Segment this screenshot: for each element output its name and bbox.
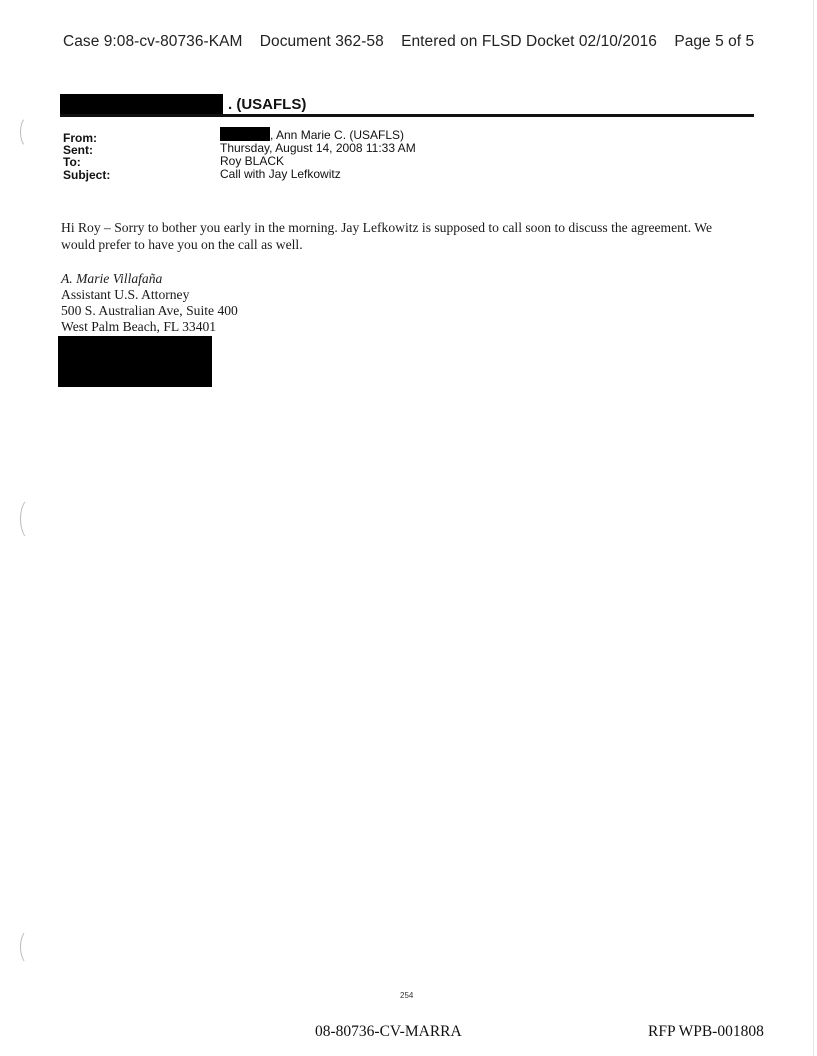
sent-value: Thursday, August 14, 2008 11:33 AM <box>220 141 416 155</box>
redaction-box-sender <box>60 94 223 114</box>
sent-label: Sent: <box>63 143 93 157</box>
from-value: , Ann Marie C. (USAFLS) <box>270 128 405 142</box>
scan-artifact-top <box>20 116 37 148</box>
subject-value: Call with Jay Lefkowitz <box>220 167 341 181</box>
email-body: Hi Roy – Sorry to bother you early in the morning. Jay Lefkowitz is supposed to call soon to discuss the agreement. We would prefer to have you on the call as well. <box>61 220 713 252</box>
scan-artifact-bottom <box>20 929 39 965</box>
page-number: 254 <box>400 991 414 1000</box>
scan-edge-line <box>813 0 814 1056</box>
sender-title: . (USAFLS) <box>228 96 307 113</box>
redaction-box-phone <box>58 336 212 387</box>
to-label: To: <box>63 155 81 169</box>
footer-case-number: 08-80736-CV-MARRA <box>315 1023 462 1040</box>
footer-bates-number: RFP WPB-001808 <box>648 1023 764 1040</box>
docket-entry: Entered on FLSD Docket 02/10/2016 <box>401 33 657 50</box>
page-indicator: Page 5 of 5 <box>674 33 755 50</box>
signature-address-line2: West Palm Beach, FL 33401 <box>61 319 217 334</box>
signature-name: A. Marie Villafaña <box>61 271 163 286</box>
header-rule <box>60 114 754 117</box>
from-label: From: <box>63 131 97 145</box>
scan-artifact-middle <box>20 497 43 541</box>
subject-label: Subject: <box>63 168 111 182</box>
case-number: Case 9:08-cv-80736-KAM <box>63 33 243 50</box>
to-value: Roy BLACK <box>220 154 285 168</box>
court-filing-header <box>63 33 754 51</box>
signature-title: Assistant U.S. Attorney <box>61 287 190 302</box>
redaction-box-from <box>220 127 270 141</box>
signature-address-line1: 500 S. Australian Ave, Suite 400 <box>61 303 238 318</box>
document-number: Document 362-58 <box>259 33 384 50</box>
